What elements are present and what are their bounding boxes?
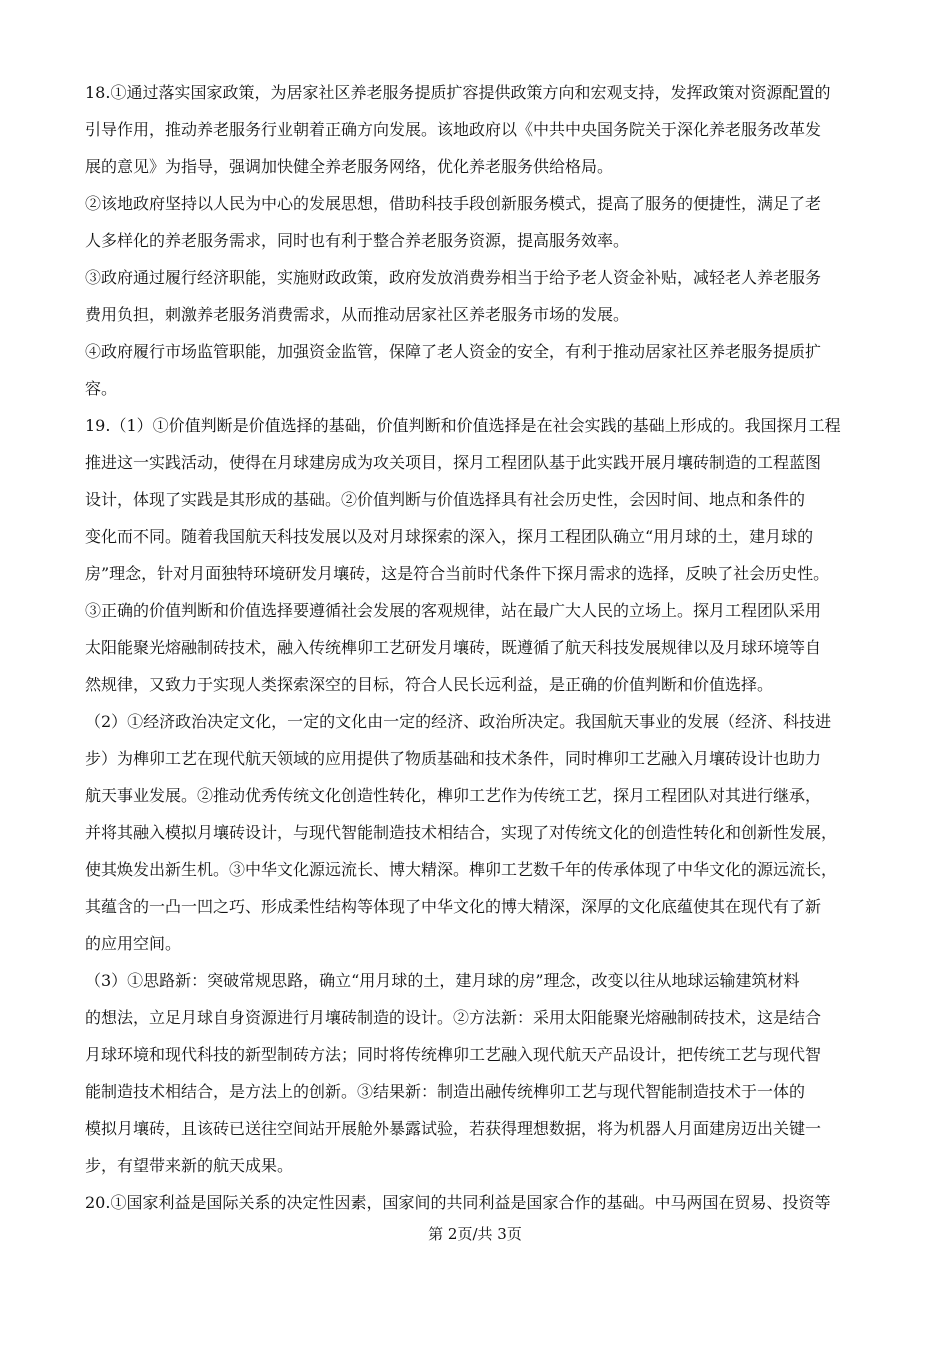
text-line: （3）①思路新：突破常规思路，确立“用月球的土，建月球的房”理念，改变以往从地球运输建筑材料 xyxy=(85,971,800,990)
text-line: 推进这一实践活动，使得在月球建房成为攻关项目，探月工程团队基于此实践开展月壤砖制造的工程蓝图 xyxy=(85,453,822,472)
text-line: 步，有望带来新的航天成果。 xyxy=(85,1156,294,1175)
text-line: 并将其融入模拟月壤砖设计，与现代智能制造技术相结合，实现了对传统文化的创造性转化和创新性发展， xyxy=(85,823,838,842)
text-line: 使其焕发出新生机。③中华文化源远流长、博大精深。榫卯工艺数千年的传承体现了中华文化的源远流长， xyxy=(85,860,838,879)
page-number: 第 2页/共 3页 xyxy=(428,1225,522,1243)
text-line: 的应用空间。 xyxy=(85,934,182,953)
text-line: ③正确的价值判断和价值选择要遵循社会发展的客观规律，站在最广大人民的立场上。探月工程团队采用 xyxy=(85,601,822,620)
text-line: 房”理念，针对月面独特环境研发月壤砖，这是符合当前时代条件下探月需求的选择，反映了社会历史性。 xyxy=(85,564,830,583)
text-line: 19.（1）①价值判断是价值选择的基础，价值判断和价值选择是在社会实践的基础上形成的。我国探月工程 xyxy=(85,416,841,435)
text-line: 月球环境和现代科技的新型制砖方法；同时将传统榫卯工艺融入现代航天产品设计，把传统工艺与现代智 xyxy=(85,1045,822,1064)
text-line: 引导作用，推动养老服务行业朝着正确方向发展。该地政府以《中共中央国务院关于深化养老服务改革发 xyxy=(85,120,822,139)
text-line: 费用负担，刺激养老服务消费需求，从而推动居家社区养老服务市场的发展。 xyxy=(85,305,630,324)
text-line: ③政府通过履行经济职能，实施财政政策，政府发放消费券相当于给予老人资金补贴，减轻老人养老服务 xyxy=(85,268,822,287)
text-line: 18.①通过落实国家政策，为居家社区养老服务提质扩容提供政策方向和宏观支持，发挥政策对资源配置的 xyxy=(85,83,831,102)
text-line: 20.①国家利益是国际关系的决定性因素，国家间的共同利益是国家合作的基础。中马两国在贸易、投资等 xyxy=(85,1193,831,1212)
text-line: 能制造技术相结合，是方法上的创新。③结果新：制造出融传统榫卯工艺与现代智能制造技术于一体的 xyxy=(85,1082,806,1101)
text-line: 设计，体现了实践是其形成的基础。②价值判断与价值选择具有社会历史性，会因时间、地点和条件的 xyxy=(85,490,806,509)
text-line: 的想法，立足月球自身资源进行月壤砖制造的设计。②方法新：采用太阳能聚光熔融制砖技术，这是结合 xyxy=(85,1008,822,1027)
text-line: 然规律，又致力于实现人类探索深空的目标，符合人民长远利益，是正确的价值判断和价值选择。 xyxy=(85,675,774,694)
text-line: 其蕴含的一凸一凹之巧、形成柔性结构等体现了中华文化的博大精深，深厚的文化底蕴使其在现代有了新 xyxy=(85,897,822,916)
text-line: 容。 xyxy=(85,379,118,398)
answer-text xyxy=(85,74,867,1221)
text-line: 航天事业发展。②推动优秀传统文化创造性转化，榫卯工艺作为传统工艺，探月工程团队对其进行继承， xyxy=(85,786,822,805)
text-line: （2）①经济政治决定文化，一定的文化由一定的经济、政治所决定。我国航天事业的发展（经济、科技进 xyxy=(85,712,832,731)
text-line: 模拟月壤砖，且该砖已送往空间站开展舱外暴露试验，若获得理想数据，将为机器人月面建房迈出关键一 xyxy=(85,1119,822,1138)
text-line: ②该地政府坚持以人民为中心的发展思想，借助科技手段创新服务模式，提高了服务的便捷性，满足了老 xyxy=(85,194,822,213)
text-line: 太阳能聚光熔融制砖技术，融入传统榫卯工艺研发月壤砖，既遵循了航天科技发展规律以及月球环境等自 xyxy=(85,638,822,657)
text-line: ④政府履行市场监管职能，加强资金监管，保障了老人资金的安全，有利于推动居家社区养老服务提质扩 xyxy=(85,342,822,361)
text-line: 人多样化的养老服务需求，同时也有利于整合养老服务资源，提高服务效率。 xyxy=(85,231,630,250)
text-line: 变化而不同。随着我国航天科技发展以及对月球探索的深入，探月工程团队确立“用月球的土，建月球的 xyxy=(85,527,814,546)
text-line: 展的意见》为指导，强调加快健全养老服务网络，优化养老服务供给格局。 xyxy=(85,157,614,176)
text-line: 步）为榫卯工艺在现代航天领域的应用提供了物质基础和技术条件，同时榫卯工艺融入月壤砖设计也助力 xyxy=(85,749,822,768)
